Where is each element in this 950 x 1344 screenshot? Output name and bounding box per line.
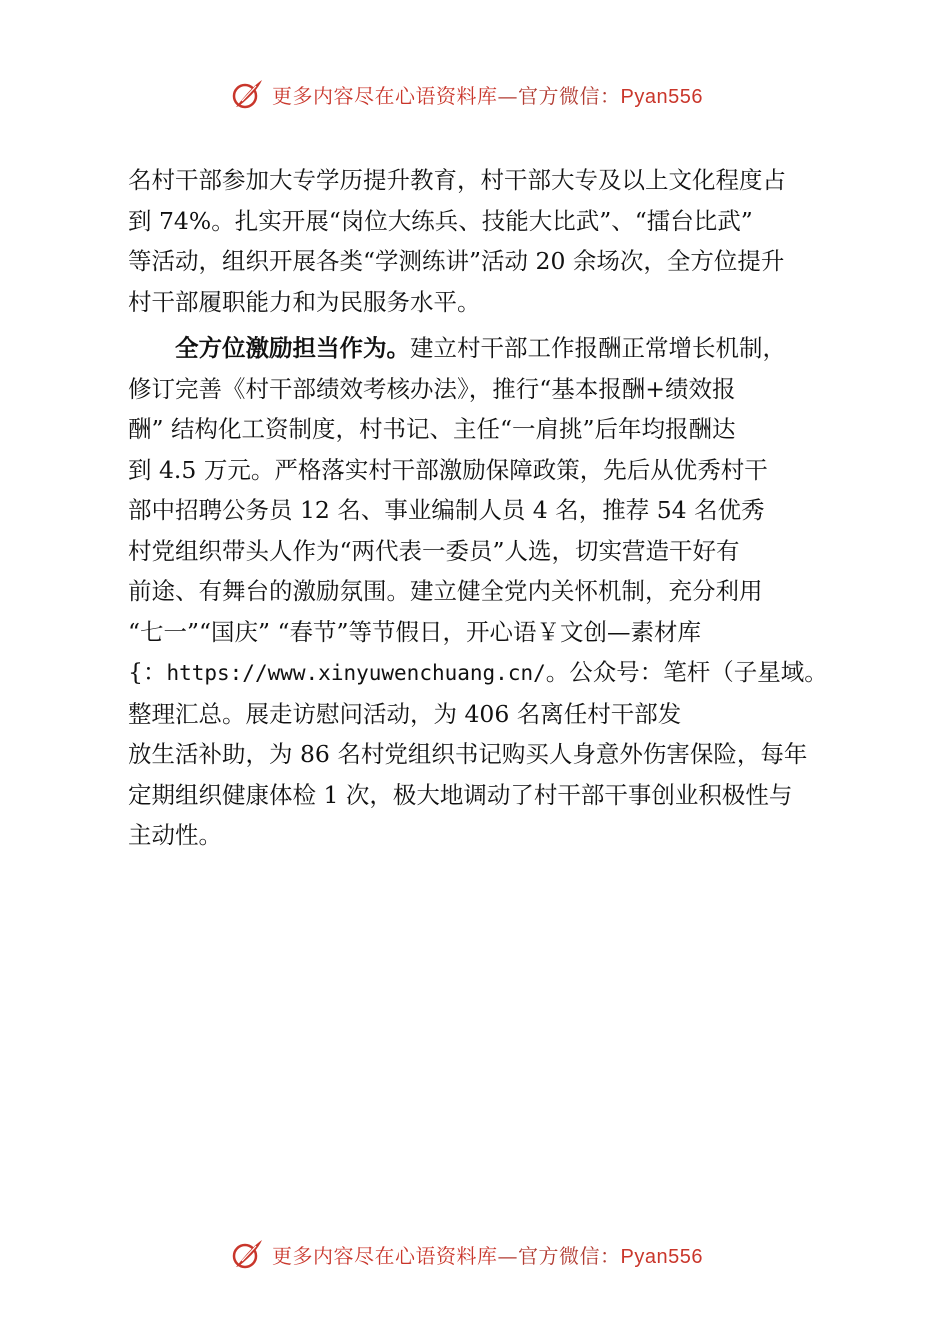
text-line: 定期组织健康体检 1 次，极大地调动了村干部干事创业积极性与 <box>128 780 793 809</box>
text-line: 修订完善《村干部绩效考核办法》，推行“基本报酬+绩效报 <box>128 374 736 403</box>
text-line: 部中招聘公务员 12 名、事业编制人员 4 名，推荐 54 名优秀 <box>128 496 765 524</box>
text-line: 前途、有舞台的激励氛围。建立健全党内关怀机制，充分利用 <box>128 577 763 605</box>
text-line: 到 4.5 万元。严格落实村干部激励保障政策，先后从优秀村干 <box>128 455 768 484</box>
header-separator: — <box>497 83 518 108</box>
footer-wechat-label: 官方微信： <box>518 1243 621 1268</box>
text-run: {： <box>128 658 167 686</box>
text-line: 到 74%。扎实开展“岗位大练兵、技能大比武”、“擂台比武” <box>128 206 753 235</box>
footer-title: 更多内容尽在心语资料库 <box>272 1243 498 1268</box>
text-run: 建立村干部工作报酬正常增长机制， <box>410 334 786 362</box>
text-line: 名村干部参加大专学历提升教育，村干部大专及以上文化程度占 <box>128 166 786 194</box>
text-line <box>128 652 848 694</box>
footer-separator: — <box>497 1243 518 1268</box>
text-line: 等活动，组织开展各类“学测练讲”活动 20 余场次，全方位提升 <box>128 247 785 275</box>
document-body <box>128 160 848 856</box>
paragraph-1 <box>128 160 848 322</box>
quill-pen-logo-icon <box>230 1237 264 1271</box>
text-line: 村干部履职能力和为民服务水平。 <box>128 287 481 316</box>
text-line: 酬” 结构化工资制度，村书记、主任“一肩挑”后年均报酬达 <box>128 415 736 443</box>
paragraph-lead-heading: 全方位激励担当作为。 <box>175 334 410 362</box>
footer-banner-text <box>272 1240 703 1269</box>
text-line: “七一”“国庆” “春节”等节假日，开心语￥文创—素材库 <box>128 617 702 646</box>
header-title: 更多内容尽在心语资料库 <box>272 83 498 108</box>
text-line: 整理汇总。展走访慰问活动，为 406 名离任村干部发 <box>128 699 682 728</box>
url-text: https://www.xinyuwenchuang.cn/ <box>166 661 546 685</box>
text-line: 放生活补助，为 86 名村党组织书记购买人身意外伤害保险，每年 <box>128 740 808 768</box>
footer-wechat-id: Pyan556 <box>620 1245 703 1268</box>
quill-pen-logo-icon <box>230 77 264 111</box>
text-line <box>128 328 848 369</box>
text-run: 。公众号：笔杆（子星域。 <box>545 658 828 686</box>
footer-banner <box>230 1234 750 1274</box>
text-line: 村党组织带头人作为“两代表一委员”人选，切实营造干好有 <box>128 536 740 565</box>
text-line: 主动性。 <box>128 821 222 849</box>
header-banner <box>230 74 750 114</box>
paragraph-2 <box>128 328 848 856</box>
header-wechat-label: 官方微信： <box>518 83 621 108</box>
header-banner-text <box>272 80 703 109</box>
header-wechat-id: Pyan556 <box>620 85 703 108</box>
